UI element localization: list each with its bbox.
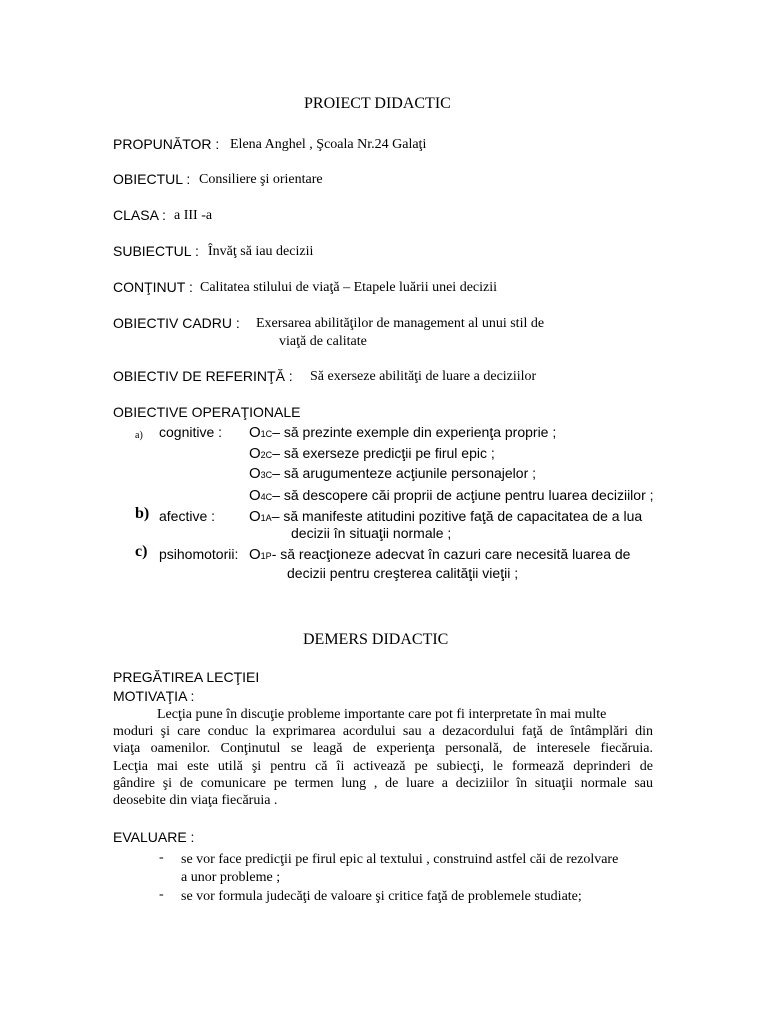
psihomotorii-label: psihomotorii: bbox=[159, 546, 239, 562]
objective-code: O bbox=[249, 508, 261, 525]
evaluare-item-2-line1: se vor formula judecăţi de valoare şi critice faţă de problemele studiate; bbox=[181, 889, 582, 904]
motivatia-line: Lecţia mai este utilă şi pentru că îi activează pe subiecţi, le formează deprinderi de bbox=[113, 758, 653, 774]
objective-code: O bbox=[249, 424, 261, 441]
objective-o1c bbox=[249, 424, 556, 443]
subiectul-label: SUBIECTUL : bbox=[113, 243, 199, 259]
objective-o3c bbox=[249, 465, 536, 484]
motivatia-line: gândire şi de comunicare pe termen lung , de luare a deciziilor în situaţii normale sau bbox=[113, 775, 653, 791]
motivatia-line: Lecţia pune în discuţie probleme importante care pot fi interpretate în mai multe bbox=[157, 707, 607, 722]
objective-subscript: 1A bbox=[260, 513, 272, 523]
obiectiv-cadru-line1: Exersarea abilităţilor de management al unui stil de bbox=[256, 316, 545, 331]
objective-subscript: 1P bbox=[260, 551, 272, 561]
objective-text: – să exerseze predicţii pe firul epic ; bbox=[272, 445, 495, 461]
obiectul-label: OBIECTUL : bbox=[113, 171, 191, 187]
propunator-value: Elena Anghel , Şcoala Nr.24 Galaţi bbox=[230, 137, 427, 152]
obiectiv-referinta-label: OBIECTIV DE REFERINŢĂ : bbox=[113, 368, 293, 384]
evaluare-item-1-line1: se vor face predicţii pe firul epic al textului , construind astfel căi de rezolvare bbox=[181, 852, 619, 867]
clasa-value: a III -a bbox=[174, 208, 213, 223]
motivatia-paragraph bbox=[113, 706, 653, 809]
objective-o2c bbox=[249, 445, 495, 464]
objective-code: O bbox=[249, 546, 261, 563]
objective-code: O bbox=[249, 487, 261, 504]
objective-subscript: 2C bbox=[260, 450, 273, 460]
obiectiv-referinta-value: Să exerseze abilităţi de luare a deciziilor bbox=[310, 369, 537, 384]
page-title: PROIECT DIDACTIC bbox=[304, 95, 451, 112]
objective-text: – să manifeste atitudini pozitive faţă de capacitatea de a lua bbox=[271, 508, 643, 524]
psihomotorii-marker: c) bbox=[135, 543, 148, 560]
motivatia-heading: MOTIVAŢIA : bbox=[113, 688, 195, 704]
continut-value: Calitatea stilului de viaţă – Etapele luării unei decizii bbox=[200, 280, 498, 295]
afective-label: afective : bbox=[159, 508, 216, 524]
demers-title: DEMERS DIDACTIC bbox=[303, 631, 449, 648]
cognitive-marker: a) bbox=[135, 430, 143, 441]
propunator-label: PROPUNĂTOR : bbox=[113, 136, 220, 152]
objective-text: – să prezinte exemple din experienţa proprie ; bbox=[272, 424, 557, 440]
objective-subscript: 1C bbox=[260, 429, 273, 439]
subiectul-value: Învăţ să iau decizii bbox=[208, 244, 314, 259]
evaluare-bullet: - bbox=[159, 887, 164, 902]
afective-line2: decizii în situaţii normale ; bbox=[291, 525, 452, 541]
objective-code: O bbox=[249, 465, 261, 482]
objective-o1p bbox=[249, 546, 630, 565]
obiectiv-cadru-line2: viaţă de calitate bbox=[279, 334, 367, 349]
objective-code: O bbox=[249, 445, 261, 462]
afective-marker: b) bbox=[135, 505, 150, 522]
psihomotorii-line2: decizii pentru creşterea calităţii vieţii ; bbox=[287, 565, 519, 581]
continut-label: CONŢINUT : bbox=[113, 279, 193, 295]
obiectul-value: Consiliere şi orientare bbox=[199, 172, 323, 187]
objective-o4c bbox=[249, 487, 654, 506]
motivatia-line: viaţa oamenilor. Conţinutul se leagă de experienţa personală, de interesele fiecăruia. bbox=[113, 741, 653, 757]
evaluare-item-1-line2: a unor probleme ; bbox=[181, 870, 281, 885]
pregatirea-heading: PREGĂTIREA LECŢIEI bbox=[113, 669, 260, 685]
evaluare-bullet: - bbox=[159, 850, 164, 865]
objective-text: – să descopere căi proprii de acţiune pentru luarea deciziilor ; bbox=[272, 487, 654, 503]
objective-subscript: 3C bbox=[260, 470, 273, 480]
evaluare-heading: EVALUARE : bbox=[113, 829, 195, 845]
objective-subscript: 4C bbox=[260, 492, 273, 502]
obiective-operationale-heading: OBIECTIVE OPERAŢIONALE bbox=[113, 404, 301, 420]
obiectiv-cadru-label: OBIECTIV CADRU : bbox=[113, 315, 240, 331]
cognitive-label: cognitive : bbox=[159, 424, 223, 440]
objective-text: - să reacţioneze adecvat în cazuri care necesită luarea de bbox=[271, 546, 631, 562]
motivatia-line: deosebite din viaţa fiecăruia . bbox=[113, 793, 278, 809]
objective-text: – să arugumenteze acţiunile personajelor ; bbox=[272, 465, 537, 481]
clasa-label: CLASA : bbox=[113, 207, 166, 223]
motivatia-line: moduri şi care conduc la exprimarea acordului sau a dezacordului faţă de întâmplări din bbox=[113, 724, 653, 740]
